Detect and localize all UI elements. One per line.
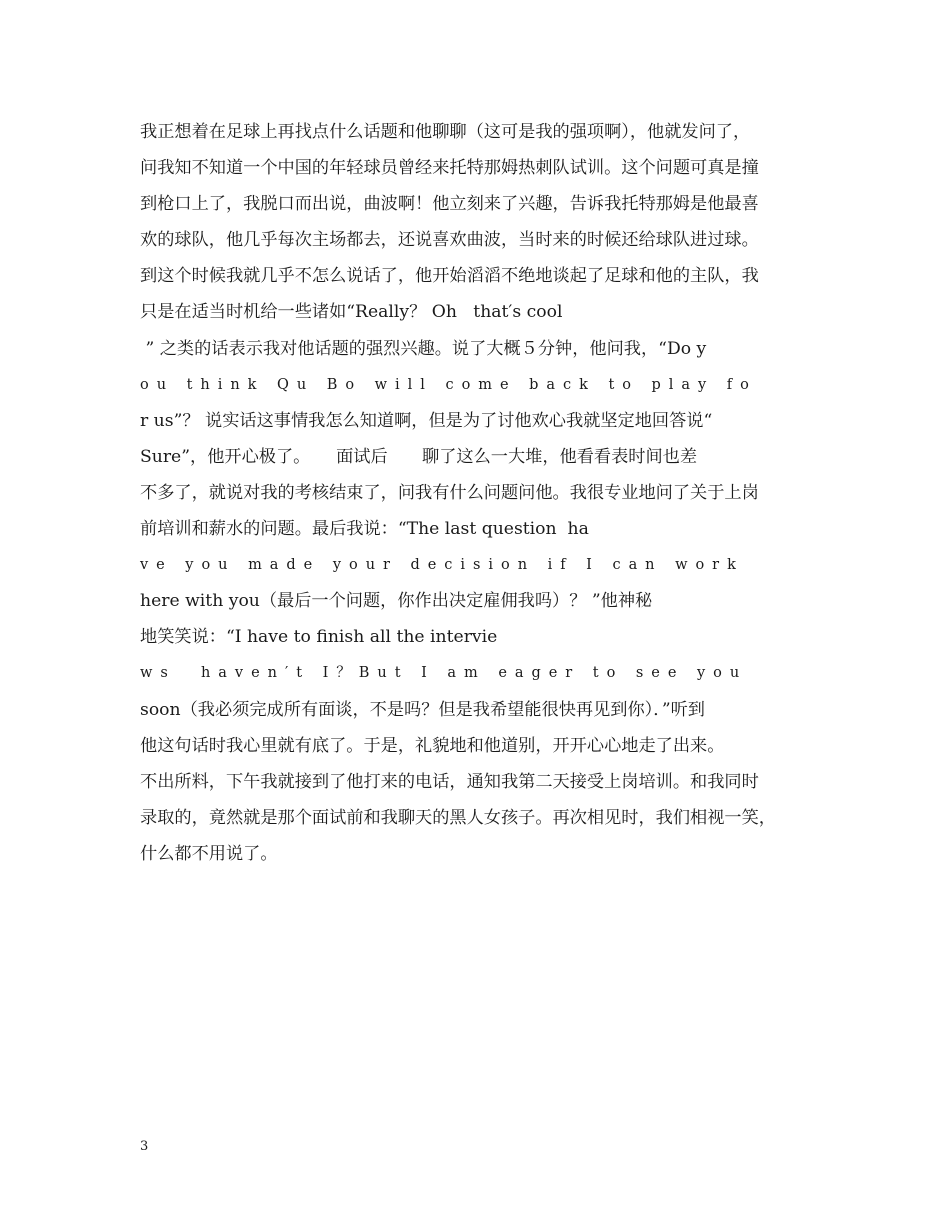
text-line: 他这句话时我心里就有底了。于是，礼貌地和他道别，开开心心地走了出来。 — [140, 735, 725, 756]
text-line: 不出所料，下午我就接到了他打来的电话，通知我第二天接受上岗培训。和我同时 — [140, 771, 759, 792]
text-line: ws haven′t I？But I am eager to see you — [140, 665, 748, 682]
text-line: soon（我必须完成所有面谈，不是吗？但是我希望能很快再见到你）．”听到 — [140, 699, 705, 720]
text-line: 到这个时候我就几乎不怎么说话了，他开始滔滔不绝地谈起了足球和他的主队，我 — [140, 266, 759, 287]
text-line: 问我知不知道一个中国的年轻球员曾经来托特那姆热刺队试训。这个问题可真是撞 — [140, 158, 759, 179]
text-line: 欢的球队，他几乎每次主场都去，还说喜欢曲波，当时来的时候还给球队进过球。 — [140, 230, 759, 251]
text-line: r us”？ 说实话这事情我怎么知道啊，但是为了讨他欢心我就坚定地回答说“ — [140, 410, 713, 431]
text-line: 我正想着在足球上再找点什么话题和他聊聊（这可是我的强项啊），他就发问了， — [140, 122, 751, 142]
text-line: 不多了，就说对我的考核结束了，问我有什么问题问他。我很专业地问了关于上岗 — [140, 482, 759, 503]
text-line: Sure”，他开心极了。 面试后 聊了这么一大堆，他看看表时间也差 — [140, 446, 698, 467]
page-number: 3 — [140, 1139, 149, 1154]
text-line: 什么都不用说了。 — [140, 843, 278, 864]
text-line: 只是在适当时机给一些诸如“Really？ Oh that′s cool — [140, 302, 563, 323]
text-line: ou think Qu Bo will come back to play fo — [140, 376, 757, 393]
text-line: here with you（最后一个问题，你作出决定雇佣我吗）？ ”他神秘 — [140, 591, 653, 612]
text-line: 前培训和薪水的问题。最后我说：“The last question ha — [140, 519, 589, 540]
body-text — [140, 114, 830, 872]
text-line: 录取的，竟然就是那个面试前和我聊天的黑人女孩子。再次相见时，我们相视一笑， — [140, 807, 776, 828]
text-line: ” 之类的话表示我对他话题的强烈兴趣。说了大概５分钟，他问我，“Do y — [140, 338, 707, 359]
text-line: 地笑笑说：“I have to finish all the intervie — [140, 627, 498, 648]
text-line: 到枪口上了，我脱口而出说，曲波啊！他立刻来了兴趣，告诉我托特那姆是他最喜 — [140, 194, 759, 215]
text-line: ve you made your decision if I can work — [140, 557, 744, 574]
